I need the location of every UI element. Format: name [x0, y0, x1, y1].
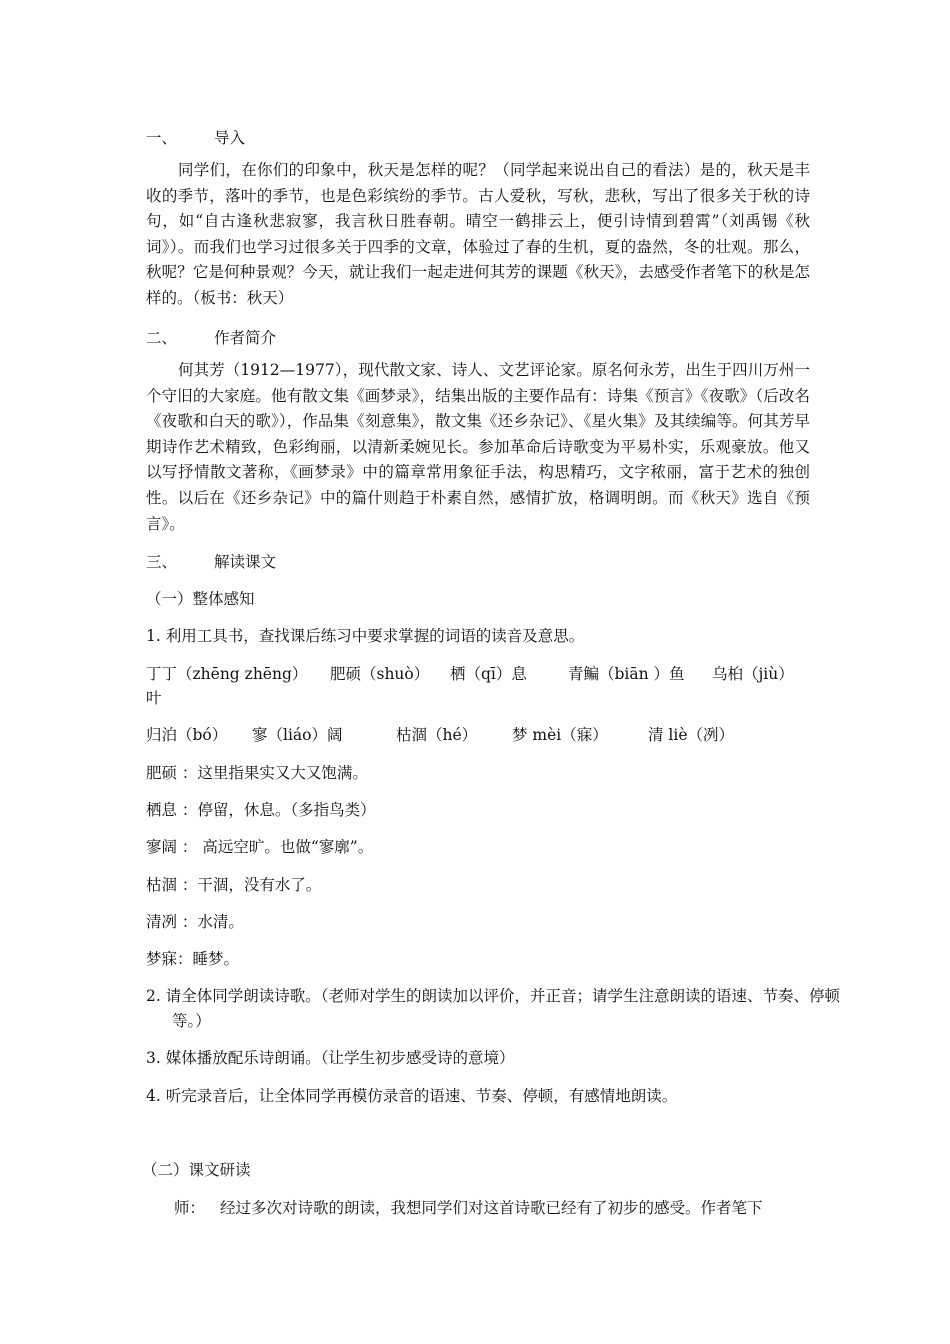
- pinyin-item: 归泊（bó）: [146, 726, 228, 744]
- pinyin-item: 栖（qī）息: [450, 665, 527, 683]
- pinyin-item: 清 liè（冽）: [648, 726, 735, 744]
- section-number: 一、: [146, 129, 178, 147]
- definition: 肥硕 ：这里指果实又大又饱满。: [146, 764, 368, 782]
- section-heading-1: [146, 128, 245, 148]
- subsection-heading-2: （二）课文研读: [142, 1161, 251, 1179]
- definition: 梦寐：睡梦。: [146, 950, 240, 968]
- definition: 枯涸 ：干涸，没有水了。: [146, 876, 322, 894]
- definition: 清冽 ：水清。: [146, 913, 244, 931]
- author-paragraph: 何其芳（1912—1977），现代散文家、诗人、文艺评论家。原名何永芳，出生于四川万州一个守旧的大家庭。他有散文集《画梦录》，结集出版的主要作品有：诗集《预言》《夜歌》（后改名《夜歌和白天的歌》），作品集《刻意集》，散文集《还乡杂记》、《星火集》及其续编等。何其芳早期诗作艺术精致，色彩绚丽，以清新柔婉见长。参加革命后诗歌变为平易朴实，乐观豪放。他又以写抒情散文著称，《画梦录》中的篇章常用象征手法，构思精巧，文字秾丽，富于艺术的独创性。以后在《还乡杂记》中的篇什则趋于朴素自然，感情扩放，格调明朗。而《秋天》选自《预言》。: [146, 361, 810, 533]
- definition: 寥阔 ： 高远空旷。也做“寥廓”。: [146, 838, 374, 856]
- definition: 栖息 ：停留，休息。（多指鸟类）: [146, 801, 376, 819]
- intro-paragraph: 同学们，在你们的印象中，秋天是怎样的呢？（同学起来说出自己的看法）是的，秋天是丰收的季节，落叶的季节，也是色彩缤纷的季节。古人爱秋，写秋，悲秋，写出了很多关于秋的诗句，如“自古逢秋悲寂寥，我言秋日胜春朝。晴空一鹤排云上，便引诗情到碧霄”（刘禹锡《秋词》）。而我们也学习过很多关于四季的文章，体验过了春的生机，夏的盎然，冬的壮观。那么，秋呢？它是何种景观？今天，就让我们一起走进何其芳的课题《秋天》，去感受作者笔下的秋是怎样的。（板书：秋天）: [146, 161, 810, 307]
- pinyin-item: 寥（liáo）阔: [252, 726, 343, 744]
- task-2: 2. 请全体同学朗读诗歌。（老师对学生的朗读加以评价，并正音；请学生注意朗读的语速、节奏、停顿等。）: [146, 987, 840, 1030]
- pinyin-item-wrap: 叶: [146, 689, 162, 707]
- pinyin-item: 肥硕（shuò）: [330, 665, 430, 683]
- teacher-text: 经过多次对诗歌的朗读，我想同学们对这首诗歌已经有了初步的感受。作者笔下: [220, 1199, 763, 1217]
- section-heading-3: [146, 552, 276, 572]
- task-3: 3. 媒体播放配乐诗朗诵。（让学生初步感受诗的意境）: [146, 1049, 515, 1067]
- pinyin-item: 梦 mèi（寐）: [512, 726, 608, 744]
- pinyin-item: 丁丁（zhēng zhēng）: [146, 665, 308, 683]
- pinyin-item: 青鳊（biān ）鱼: [568, 665, 685, 683]
- section-heading-2: [146, 328, 276, 348]
- teacher-label: 师：: [174, 1199, 206, 1217]
- section-title: 作者简介: [214, 329, 277, 347]
- section-title: 解读课文: [214, 553, 277, 571]
- section-number: 二、: [146, 329, 178, 347]
- task-1: 1. 利用工具书，查找课后练习中要求掌握的词语的读音及意思。: [146, 627, 585, 645]
- subsection-heading-1: （一）整体感知: [146, 590, 255, 608]
- section-number: 三、: [146, 553, 178, 571]
- task-4: 4. 听完录音后，让全体同学再模仿录音的语速、节奏、停顿，有感情地朗读。: [146, 1087, 678, 1105]
- section-title: 导入: [214, 129, 246, 147]
- pinyin-item: 乌桕（jiù）: [712, 665, 794, 683]
- pinyin-item: 枯涸（hé）: [396, 726, 478, 744]
